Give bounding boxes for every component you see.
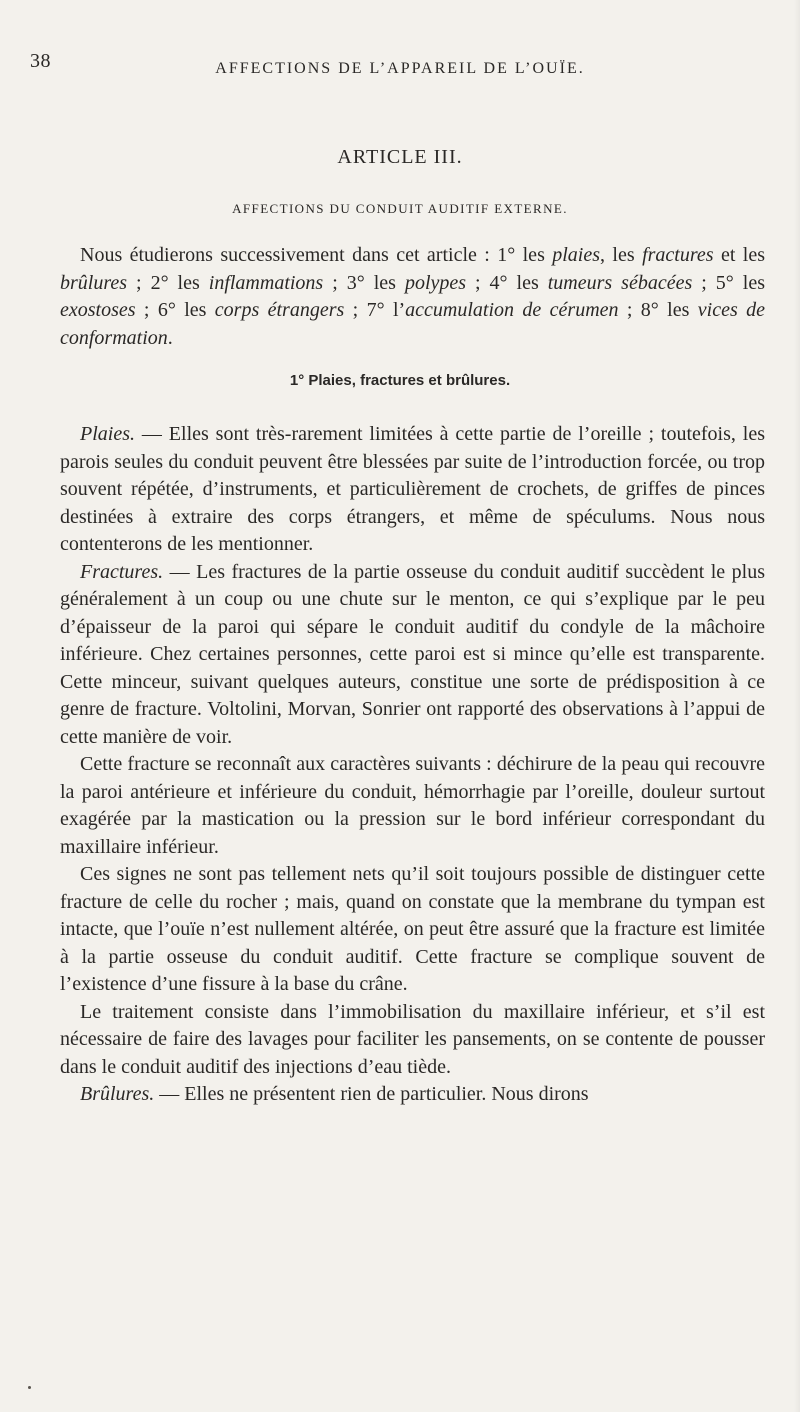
intro-text: et les (713, 244, 765, 266)
intro-term: exostoses (60, 299, 136, 321)
intro-paragraph (60, 242, 765, 352)
intro-term: accumulation de cérumen (405, 299, 619, 321)
intro-term: fractures (642, 244, 714, 266)
intro-term: tumeurs sébacées (547, 271, 693, 294)
paragraph-text: — Les fractures de la partie osseuse du conduit auditif succèdent le plus généralement à un coup ou une chute sur le menton, ce qui s’explique par le peu d’épaisseur de la paroi qui sépare le conduit auditif du condyle de la mâchoire inférieure. Chez certaines personnes, cette paroi est si mince qu’elle est transparente. Cette minceur, suivant quelques auteurs, constitue une sorte de prédisposition à ce genre de fracture. Voltolini, Morvan, Sonrier ont rapporté des observations à l’appui de cette manière de voir. (60, 560, 765, 748)
intro-term: brûlures (60, 271, 128, 294)
intro-text: ; 8° les (618, 299, 698, 321)
running-head: AFFECTIONS DE L’APPAREIL DE L’OUÏE. (215, 60, 585, 77)
article-subtitle: AFFECTIONS DU CONDUIT AUDITIF EXTERNE. (232, 201, 568, 216)
intro-text: ; 4° les (466, 271, 548, 294)
intro-text: Nous étudierons successivement dans cet article : 1° les (80, 244, 553, 266)
intro-term: polypes (404, 271, 467, 294)
section-heading: 1° Plaies, fractures et brûlures. (289, 372, 511, 389)
paragraph-signs: Cette fracture se reconnaît aux caractères suivants : déchirure de la peau qui recouvre la paroi antérieure et inférieure du conduit, hémorrhagie par l’oreille, douleur surtout exagérée par la mastication ou la pression sur le bord inférieur correspondant du maxillaire inférieur. (60, 753, 765, 858)
paragraph-plaies (60, 421, 765, 559)
paragraph-treatment: Le traitement consiste dans l’immobilisation du maxillaire inférieur, et s’il est nécessaire de faire des lavages pour faciliter les pansements, on se contente de pousser dans le conduit auditif des injections d’eau tiède. (60, 1000, 765, 1078)
paragraph-diagnosis: Ces signes ne sont pas tellement nets qu’il soit toujours possible de distinguer cette fracture de celle du rocher ; mais, quand on constate que la membrane du tympan est intacte, que l’ouïe n’est nullement altérée, on peut être assuré que la fracture est limitée à la partie osseuse du conduit auditif. Cette fracture se complique souvent de l’existence d’une fissure à la base du crâne. (60, 863, 765, 995)
paragraph-lead: Plaies. (80, 423, 135, 445)
intro-text: ; 7° l’ (344, 299, 406, 321)
page-number: 38 (30, 50, 51, 72)
intro-text: ; 2° les (127, 271, 209, 294)
intro-text: ; 3° les (323, 271, 405, 294)
intro-term: corps étrangers (214, 299, 345, 321)
intro-term: plaies (552, 244, 601, 266)
body-text (60, 421, 765, 1109)
paragraph-lead: Fractures. (80, 560, 164, 583)
paragraph-lead: Brûlures. (80, 1083, 155, 1105)
intro-term: vices de conformation (60, 299, 765, 349)
intro-text: ; 5° les (692, 271, 765, 294)
paragraph-text: — Elles sont très-rarement limitées à cette partie de l’oreille ; toutefois, les parois seules du conduit peuvent être blessées par suite de l’introduction forcée, ou trop souvent répétée, d’instruments, et particulièrement de crochets, de griffes de pinces destinées à extraire des corps étrangers, et même de spéculums. Nous nous contenterons de les mentionner. (60, 423, 765, 555)
intro-text: , les (600, 244, 643, 266)
paragraph-text: — Elles ne présentent rien de particulier. Nous dirons (154, 1083, 589, 1105)
intro-text: ; 6° les (135, 299, 215, 321)
page-edge-shadow (794, 0, 800, 1412)
intro-term: inflammations (208, 271, 324, 294)
ink-speck (28, 1386, 31, 1389)
paragraph-fractures (60, 559, 765, 752)
article-title: ARTICLE III. (337, 146, 463, 168)
paragraph-brulures (60, 1081, 765, 1109)
intro-text: . (167, 326, 173, 349)
